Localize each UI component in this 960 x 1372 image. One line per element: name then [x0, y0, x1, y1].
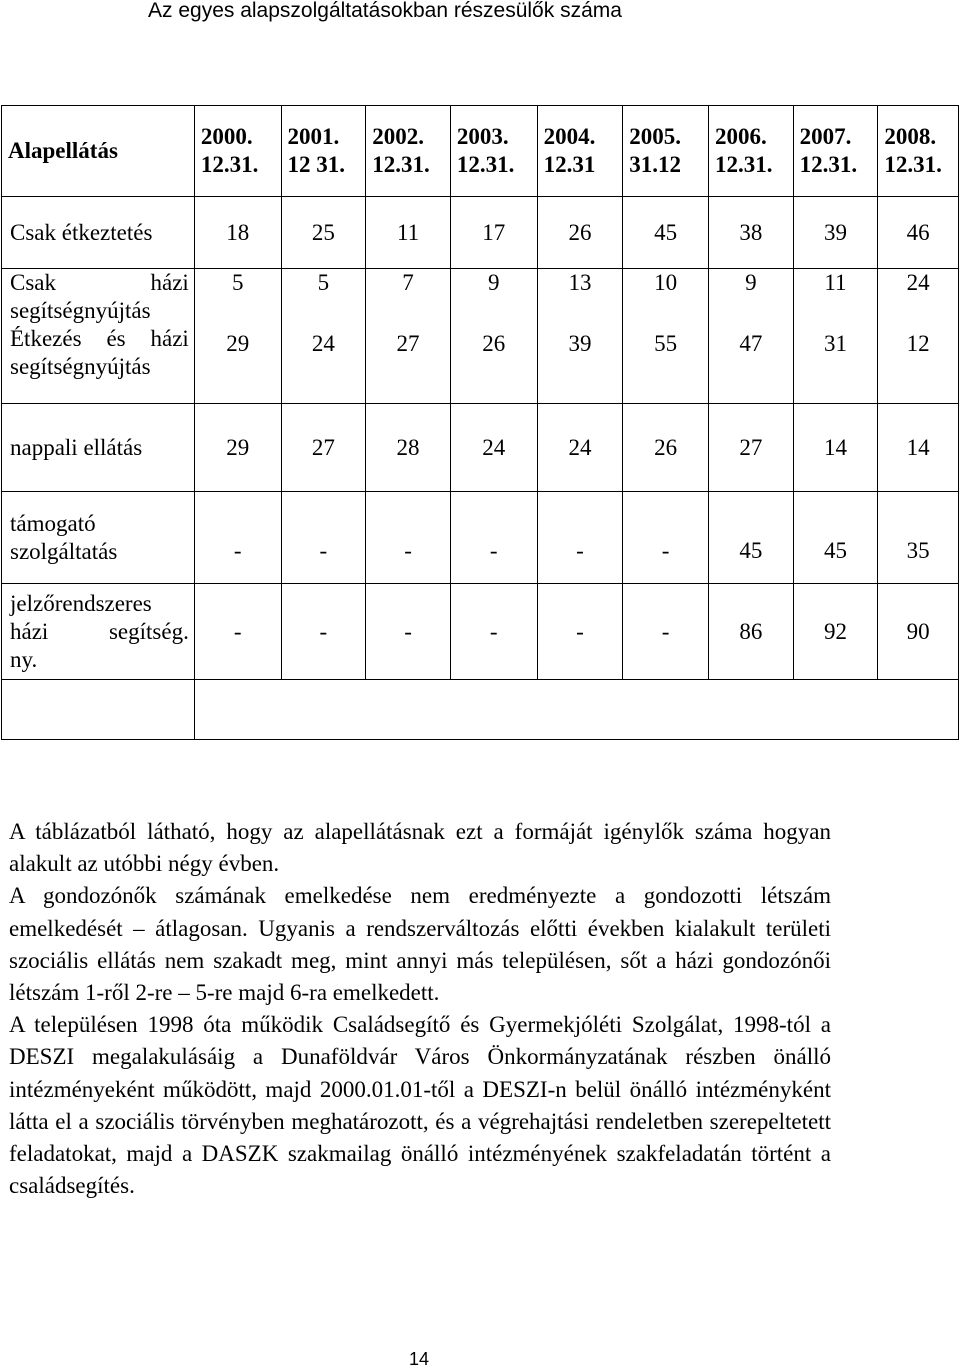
value-cell — [281, 269, 366, 404]
paragraph: A táblázatból látható, hogy az alapellátásnak ezt a formáját igénylők száma hogyan alakult az utóbbi négy évben. — [9, 819, 831, 877]
value-cell — [366, 269, 451, 404]
row-label: segítségnyújtás — [10, 354, 151, 379]
value-cell: 90 — [878, 584, 959, 680]
row-label-cell — [2, 492, 195, 584]
value-cell: 28 — [366, 404, 451, 492]
value-cell: 17 — [450, 197, 537, 269]
value: 24 — [311, 331, 335, 356]
value-cell: 27 — [281, 404, 366, 492]
value-cell: 46 — [878, 197, 959, 269]
year-header-cell — [793, 106, 878, 197]
value-cell: 45 — [708, 492, 793, 584]
page-number: 14 — [409, 1349, 430, 1369]
value-cell: 18 — [194, 197, 281, 269]
row-label-cell — [2, 404, 195, 492]
year-line: 2000. — [200, 124, 253, 149]
row-label-cell — [2, 584, 195, 680]
year-header-cell — [708, 106, 793, 197]
paragraph: A gondozónők számának emelkedése nem eredményezte a gondozotti létszám emelkedését – átlagosan. Ugyanis a rendszerváltozás előtti években kialakult területi szociális ellátás nem szakadt meg, mint annyi más településen, sőt a házi gondozónői létszám 1-ről 2-re – 5-re majd 6-ra emelkedett. — [9, 883, 831, 1006]
year-line: 2008. — [884, 124, 937, 149]
year-header-cell — [878, 106, 959, 197]
year-line: 2003. — [456, 124, 509, 149]
value-cell — [623, 269, 709, 404]
value-cell — [878, 269, 959, 404]
value-cell: 27 — [708, 404, 793, 492]
empty-table-row — [2, 680, 959, 740]
value-cell: 35 — [878, 492, 959, 584]
value-cell: 24 — [450, 404, 537, 492]
value: 26 — [482, 331, 506, 356]
year-line: 2002. — [372, 124, 424, 149]
year-line: 12.31. — [200, 152, 259, 177]
value-cell: - — [366, 492, 451, 584]
value-cell: - — [281, 584, 366, 680]
year-line: 12.31. — [799, 152, 858, 177]
row-label-cell — [2, 197, 195, 269]
value-cell: 29 — [194, 404, 281, 492]
value: 9 — [488, 270, 500, 295]
value-cell: 38 — [708, 197, 793, 269]
row-label: Csak étkeztetés — [10, 219, 153, 245]
value: 5 — [231, 270, 244, 295]
value-cell: 11 — [366, 197, 451, 269]
row-label: ny. — [10, 646, 38, 672]
value: 13 — [568, 270, 592, 295]
row-label: támogató — [10, 510, 96, 536]
value-cell: 14 — [793, 404, 878, 492]
value-cell: 45 — [793, 492, 878, 584]
value: 11 — [824, 270, 847, 295]
year-header-cell — [366, 106, 451, 197]
value: 24 — [906, 270, 930, 295]
year-line: 31.12 — [629, 152, 682, 177]
value-cell: - — [281, 492, 366, 584]
header-label-cell — [2, 106, 195, 197]
row-label-cell — [2, 269, 195, 404]
value-cell: - — [450, 584, 537, 680]
value-cell: 92 — [793, 584, 878, 680]
value: 9 — [745, 270, 757, 295]
value: 31 — [823, 331, 847, 356]
value-cell: - — [366, 584, 451, 680]
value-cell: 24 — [537, 404, 623, 492]
value: 27 — [396, 331, 420, 356]
year-line: 12 31. — [287, 152, 346, 177]
table-row — [2, 584, 959, 680]
page-title: Az egyes alapszolgáltatásokban részesülők száma — [148, 0, 622, 22]
value-cell: 14 — [878, 404, 959, 492]
value-cell: 39 — [793, 197, 878, 269]
table-row — [2, 492, 959, 584]
value: 10 — [654, 270, 678, 295]
year-header-cell — [281, 106, 366, 197]
year-line: 2005. — [629, 124, 682, 149]
value-cell: - — [537, 492, 623, 584]
row-label: segítségnyújtás — [10, 298, 151, 323]
table-header-row — [2, 106, 959, 197]
year-line: 2001. — [287, 124, 340, 149]
value: 5 — [317, 270, 330, 295]
year-header-cell — [623, 106, 709, 197]
empty-cell — [194, 680, 958, 740]
value-cell — [537, 269, 623, 404]
value-cell — [708, 269, 793, 404]
year-line: 12.31. — [456, 152, 515, 177]
value-cell: - — [194, 584, 281, 680]
value-cell — [793, 269, 878, 404]
year-line: 2006. — [714, 124, 767, 149]
year-header-cell — [450, 106, 537, 197]
value-cell: 45 — [623, 197, 709, 269]
value-cell — [450, 269, 537, 404]
row-label: nappali ellátás — [10, 434, 143, 460]
value: 55 — [654, 331, 678, 356]
value-cell: 86 — [708, 584, 793, 680]
value-cell: 26 — [537, 197, 623, 269]
row-label: Étkezés és házi — [10, 326, 189, 351]
year-line: 12.31. — [714, 152, 773, 177]
value-cell: - — [450, 492, 537, 584]
value-cell: - — [623, 584, 709, 680]
year-header-cell — [194, 106, 281, 197]
table-row — [2, 404, 959, 492]
value: 29 — [226, 331, 250, 356]
year-line: 12.31 — [543, 152, 596, 177]
table-row — [2, 269, 959, 404]
row-label: Csak házi — [10, 270, 189, 295]
paragraph: A településen 1998 óta működik Családsegítő és Gyermekjóléti Szolgálat, 1998-tól a DESZI megalakulásáig a Dunaföldvár Város Önkormányzatának részben önálló intézményeként működött, majd 2000.01.01-től a DESZI-n belül önálló intézményként látta el a szociális törvényben meghatározott, és a végrehajtási rendeletben szerepeltetett feladatokat, majd a DASZK szakmailag önálló intézményének szakfeladatán történt a családsegítés. — [9, 1012, 831, 1199]
year-line: 2007. — [799, 124, 852, 149]
row-label: jelzőrendszeres — [10, 590, 152, 616]
value-cell: - — [194, 492, 281, 584]
value-cell: - — [537, 584, 623, 680]
value: 39 — [568, 331, 592, 356]
year-line: 12.31. — [884, 152, 942, 177]
table-row — [2, 197, 959, 269]
year-line: 12.31. — [372, 152, 430, 177]
value-cell: 26 — [623, 404, 709, 492]
value: 47 — [739, 331, 763, 356]
row-label: szolgáltatás — [10, 538, 118, 564]
value-cell: 25 — [281, 197, 366, 269]
year-header-cell — [537, 106, 623, 197]
value-cell: - — [623, 492, 709, 584]
beneficiaries-table — [1, 105, 959, 740]
value: 12 — [906, 331, 930, 356]
value-cell — [194, 269, 281, 404]
year-line: 2004. — [543, 124, 596, 149]
empty-cell — [2, 680, 195, 740]
body-text — [9, 816, 831, 1202]
row-label: házi segítség. — [10, 618, 189, 644]
header-label: Alapellátás — [8, 138, 118, 163]
value: 7 — [402, 270, 414, 295]
